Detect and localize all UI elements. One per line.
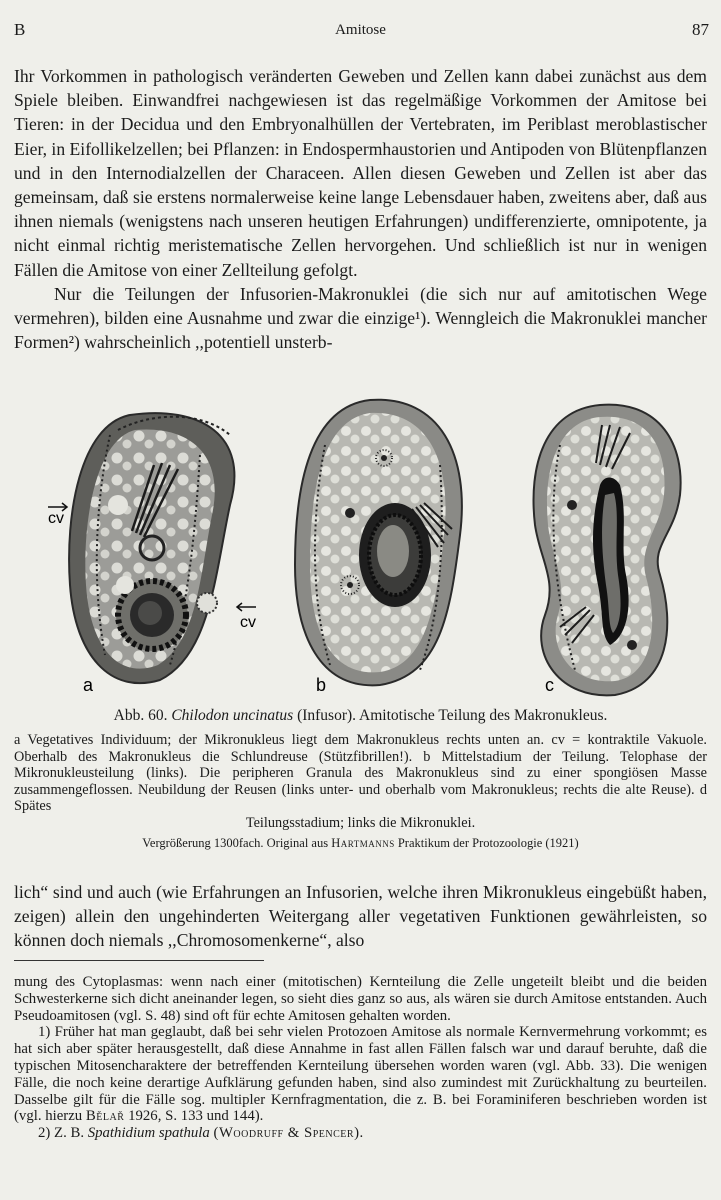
label-c: c [545,675,554,695]
figure-caption-title [0,707,721,725]
cell-b [295,400,462,686]
header-section-letter: B [14,20,26,39]
label-cv-left: cv [48,510,64,527]
caption-rest: (Infusor). Amitotische Teilung des Makronukleus. [297,707,608,724]
label-cv-right: cv [240,614,256,631]
paragraph-2: Nur die Teilungen der Infusorien-Makronuklei (die sich nur auf amitotischen Wege vermehren), bilden eine Ausnahme und zwar die einzige¹). Wenngleich die Makronuklei mancher Formen²) wahrscheinlich ,,potentiell unsterb- [14,283,707,353]
label-b: b [316,675,327,695]
credit-pre: Vergrößerung 1300fach. Original aus [142,836,329,850]
fn1-text: 1) Früher hat man geglaubt, daß bei sehr vielen Protozoen Amitose als normale Kernvermehrung vorkommt; es hat sich aber später herausgestellt, daß diese Annahme in fast allen Fällen falsch war und darauf beruhte, daß die typischen Mitosencharaktere der betreffenden Kernteilung übersehen worden waren (vgl. Abb. 33). Die wenigen Fälle, die noch keine derartige Aufklärung gefunden haben, sind also zumindest mit Zurückhaltung zu beurteilen. Dasselbe gilt für die Fälle sog. multipler Kernfragmentation, die z. B. bei Foraminiferen beschrieben worden ist (vgl. hierzu [14,1024,707,1125]
figure-illustration [0,385,721,705]
figure-chilodon [0,385,721,705]
fn2-authors: (Woodruff & Spencer). [213,1125,364,1142]
cell-a [69,413,234,683]
caption-line-1: a Vegetatives Individuum; der Mikronukleus liegt dem Makronukleus rechts unten an. cv = kontraktile Vakuole. Oberhalb des Makronukleus die Schlundreuse (Stützfibrillen!). b Mittelstadium der Teilung. Telophase der Mikronukleusteilung (links). Die peripheren Granula des Makronukleus sind zu einer spongiösen Masse zusammengeflossen. Neubildung der Reusen (links unter- und oberhalb vom Makronukleus; rechts die alte Reuse). d Spätes [14,732,707,815]
cell-c [534,405,681,696]
footnote-rule [14,960,264,961]
running-title: Amitose [335,22,386,38]
footnote-2 [14,1125,707,1142]
label-a: a [83,675,94,695]
footnotes [14,974,707,1142]
body-text-top [14,64,707,354]
caption-line-2: Teilungsstadium; links die Mikronuklei. [245,814,476,831]
fn2-species: Spathidium spathula [87,1125,210,1142]
figure-credit [0,836,721,851]
credit-name: Hartmanns [331,836,395,850]
footnote-1 [14,1024,707,1125]
paragraph-3: lich“ sind und auch (wie Erfahrungen an Infusorien, welche ihren Mikronukleus eingebüßt haben, zeigen) allein den ungehinderten Weitergang aller vegetativen Funktionen gewährleisten, so können doch niemals ,,Chromosomenkerne“, also [14,882,707,951]
figure-caption-body [14,732,707,832]
body-text-bottom [14,880,707,953]
fn1-author: Bělař [85,1108,125,1125]
caption-lead: Abb. 60. [113,707,168,724]
fn1-post: 1926, S. 133 und 144). [128,1108,264,1125]
paragraph-1: Ihr Vorkommen in pathologisch veränderten Geweben und Zellen kann dabei zunächst aus dem Spiele bleiben. Einwandfrei nachgewiesen ist das regelmäßige Vorkommen der Amitose bei Tieren: in der Decidua und den Embryonalhüllen der Vertebraten, im Periblast meroblastischer Eier, in Eifollikelzellen; bei Pflanzen: in Endospermhaustorien und Antipoden von Blütenpflanzen und in den Internodialzellen der Characeen. Allen diesen Geweben und Zellen ist aber das gemeinsam, daß sie erstens normalerweise keine lange Lebensdauer haben, zweitens aber, daß aus ihnen niemals (wenigstens nach unseren heutigen Erfahrungen) undifferenzierte, omnipotente, ja nicht einmal richtig meristematische Zellen hervorgehen. Und schließlich ist nur in wenigen Fällen die Amitose von einer Zellteilung gefolgt. [14,66,707,280]
fn2-text: 2) Z. B. [38,1125,85,1142]
page-number: 87 [692,20,709,39]
caption-species: Chilodon uncinatus [171,707,294,724]
credit-post: Praktikum der Protozoologie (1921) [397,836,579,850]
footnote-continuation: mung des Cytoplasmas: wenn nach einer (mitotischen) Kernteilung die Zelle ungeteilt bleibt und die beiden Schwesterkerne sich dicht aneinander legen, so sieht dies ganz so aus, als wären sie durch Amitose entstanden. Auch Pseudoamitosen (vgl. S. 48) sind oft für echte Amitosen gehalten worden. [14,974,707,1024]
